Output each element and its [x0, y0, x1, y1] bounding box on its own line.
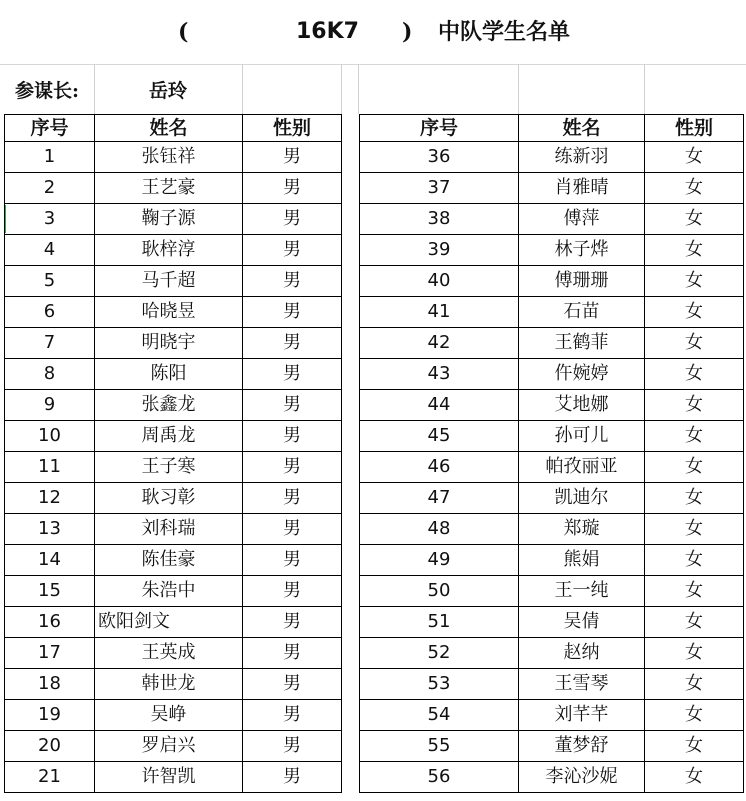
row-number: 46	[360, 452, 519, 483]
student-gender: 女	[645, 483, 744, 514]
table-row	[5, 297, 342, 328]
student-gender: 女	[645, 328, 744, 359]
table-row	[5, 576, 342, 607]
student-name: 凯迪尔	[519, 483, 645, 514]
student-gender: 女	[645, 266, 744, 297]
student-gender: 女	[645, 235, 744, 266]
table-row	[5, 545, 342, 576]
row-number: 49	[360, 545, 519, 576]
row-number: 48	[360, 514, 519, 545]
table-row	[5, 700, 342, 731]
row-number: 3	[5, 204, 95, 235]
student-name: 王雪琴	[519, 669, 645, 700]
student-gender: 女	[645, 421, 744, 452]
table-row	[360, 607, 744, 638]
row-number: 42	[360, 328, 519, 359]
table-row	[360, 297, 744, 328]
advisor-label: 参谋长:	[14, 80, 79, 102]
table-row	[360, 545, 744, 576]
table-row	[360, 328, 744, 359]
student-gender: 男	[243, 421, 342, 452]
student-gender: 女	[645, 638, 744, 669]
table-row	[5, 266, 342, 297]
row-number: 4	[5, 235, 95, 266]
table-row	[360, 421, 744, 452]
student-gender: 男	[243, 266, 342, 297]
table-row	[5, 328, 342, 359]
title-paren-close: )	[402, 19, 413, 45]
student-gender: 男	[243, 390, 342, 421]
table-row	[360, 762, 744, 793]
row-number: 36	[360, 142, 519, 173]
student-gender: 男	[243, 173, 342, 204]
row-number: 38	[360, 204, 519, 235]
student-name: 艾地娜	[519, 390, 645, 421]
student-gender: 男	[243, 762, 342, 793]
student-name: 刘芊芊	[519, 700, 645, 731]
row-number: 19	[5, 700, 95, 731]
row-number: 20	[5, 731, 95, 762]
row-number: 15	[5, 576, 95, 607]
table-row	[360, 204, 744, 235]
column-header: 序号	[360, 115, 519, 142]
table-row	[360, 483, 744, 514]
student-name: 王英成	[95, 638, 243, 669]
row-number: 5	[5, 266, 95, 297]
row-number: 9	[5, 390, 95, 421]
student-gender: 女	[645, 390, 744, 421]
student-name: 张鑫龙	[95, 390, 243, 421]
student-gender: 男	[243, 235, 342, 266]
row-number: 51	[360, 607, 519, 638]
student-gender: 男	[243, 607, 342, 638]
student-name: 罗启兴	[95, 731, 243, 762]
student-gender: 男	[243, 638, 342, 669]
student-gender: 男	[243, 731, 342, 762]
table-row	[5, 669, 342, 700]
table-row	[5, 390, 342, 421]
student-gender: 男	[243, 204, 342, 235]
student-gender: 女	[645, 762, 744, 793]
table-row	[360, 700, 744, 731]
title-suffix: 中队学生名单	[438, 19, 571, 45]
header-row	[5, 115, 342, 142]
student-gender: 男	[243, 545, 342, 576]
student-name: 耿梓淳	[95, 235, 243, 266]
title-class-name: 16K7	[296, 19, 359, 44]
table-row	[360, 576, 744, 607]
table-row	[5, 452, 342, 483]
advisor-name: 岳玲	[148, 80, 187, 102]
row-number: 2	[5, 173, 95, 204]
student-name: 熊娟	[519, 545, 645, 576]
row-number: 17	[5, 638, 95, 669]
column-header: 姓名	[519, 115, 645, 142]
table-row	[360, 266, 744, 297]
student-name: 王子寒	[95, 452, 243, 483]
row-number: 18	[5, 669, 95, 700]
student-gender: 女	[645, 452, 744, 483]
table-row	[360, 452, 744, 483]
student-gender: 男	[243, 142, 342, 173]
student-gender: 男	[243, 483, 342, 514]
student-gender: 女	[645, 700, 744, 731]
table-row	[360, 514, 744, 545]
row-number: 7	[5, 328, 95, 359]
table-row	[360, 142, 744, 173]
student-gender: 男	[243, 700, 342, 731]
table-row	[5, 235, 342, 266]
table-row	[360, 638, 744, 669]
student-gender: 女	[645, 173, 744, 204]
student-gender: 男	[243, 297, 342, 328]
row-number: 43	[360, 359, 519, 390]
column-header: 性别	[243, 115, 342, 142]
student-name: 耿习彰	[95, 483, 243, 514]
row-number: 45	[360, 421, 519, 452]
student-name: 马千超	[95, 266, 243, 297]
header-row	[360, 115, 744, 142]
student-gender: 女	[645, 359, 744, 390]
student-gender: 女	[645, 731, 744, 762]
student-name: 吴峥	[95, 700, 243, 731]
roster-title	[0, 0, 746, 65]
row-number: 14	[5, 545, 95, 576]
student-gender: 男	[243, 669, 342, 700]
row-number: 52	[360, 638, 519, 669]
student-gender: 男	[243, 576, 342, 607]
title-paren-open: (	[178, 19, 189, 45]
row-number: 40	[360, 266, 519, 297]
table-row	[5, 204, 342, 235]
student-name: 刘科瑞	[95, 514, 243, 545]
column-header: 姓名	[95, 115, 243, 142]
row-number: 11	[5, 452, 95, 483]
column-header: 性别	[645, 115, 744, 142]
row-number: 13	[5, 514, 95, 545]
table-row	[5, 638, 342, 669]
table-row	[5, 731, 342, 762]
student-name: 石苗	[519, 297, 645, 328]
table-row	[360, 669, 744, 700]
student-name: 仵婉婷	[519, 359, 645, 390]
student-gender: 女	[645, 514, 744, 545]
student-gender: 女	[645, 204, 744, 235]
row-number: 56	[360, 762, 519, 793]
student-gender: 男	[243, 452, 342, 483]
student-gender: 女	[645, 142, 744, 173]
table-row	[5, 359, 342, 390]
row-number: 47	[360, 483, 519, 514]
table-row	[5, 514, 342, 545]
student-gender: 男	[243, 514, 342, 545]
student-name: 王一纯	[519, 576, 645, 607]
student-name: 练新羽	[519, 142, 645, 173]
student-name: 韩世龙	[95, 669, 243, 700]
row-number: 8	[5, 359, 95, 390]
student-name: 林子烨	[519, 235, 645, 266]
row-number: 10	[5, 421, 95, 452]
student-name: 张钰祥	[95, 142, 243, 173]
table-row	[360, 235, 744, 266]
row-number: 55	[360, 731, 519, 762]
column-header: 序号	[5, 115, 95, 142]
student-name: 周禹龙	[95, 421, 243, 452]
student-gender: 女	[645, 669, 744, 700]
student-name: 李沁沙妮	[519, 762, 645, 793]
student-gender: 女	[645, 545, 744, 576]
table-row	[5, 142, 342, 173]
student-gender: 女	[645, 607, 744, 638]
table-row	[360, 390, 744, 421]
student-name: 傅珊珊	[519, 266, 645, 297]
student-name: 鞠子源	[95, 204, 243, 235]
left-roster-table	[4, 114, 342, 793]
row-number: 12	[5, 483, 95, 514]
row-number: 53	[360, 669, 519, 700]
table-row	[5, 607, 342, 638]
student-name: 许智凯	[95, 762, 243, 793]
row-number: 54	[360, 700, 519, 731]
student-name: 董梦舒	[519, 731, 645, 762]
student-name: 孙可儿	[519, 421, 645, 452]
row-number: 21	[5, 762, 95, 793]
student-name: 王鹤菲	[519, 328, 645, 359]
row-number: 37	[360, 173, 519, 204]
row-number: 16	[5, 607, 95, 638]
student-name: 陈佳豪	[95, 545, 243, 576]
student-gender: 女	[645, 297, 744, 328]
student-name: 赵纳	[519, 638, 645, 669]
table-row	[360, 359, 744, 390]
student-name: 明晓宇	[95, 328, 243, 359]
table-row	[5, 762, 342, 793]
student-gender: 男	[243, 359, 342, 390]
student-name: 吴倩	[519, 607, 645, 638]
row-number: 44	[360, 390, 519, 421]
table-row	[5, 421, 342, 452]
student-name: 王艺豪	[95, 173, 243, 204]
right-roster-table	[359, 114, 744, 793]
row-number: 6	[5, 297, 95, 328]
student-name: 欧阳剑文	[95, 607, 243, 638]
student-gender: 男	[243, 328, 342, 359]
student-name: 傅萍	[519, 204, 645, 235]
row-number: 1	[5, 142, 95, 173]
row-number: 41	[360, 297, 519, 328]
student-gender: 女	[645, 576, 744, 607]
table-row	[360, 173, 744, 204]
row-number: 39	[360, 235, 519, 266]
student-name: 郑璇	[519, 514, 645, 545]
student-name: 陈阳	[95, 359, 243, 390]
table-row	[5, 483, 342, 514]
student-name: 肖雅晴	[519, 173, 645, 204]
student-name: 朱浩中	[95, 576, 243, 607]
student-name: 帕孜丽亚	[519, 452, 645, 483]
table-row	[5, 173, 342, 204]
student-name: 哈晓昱	[95, 297, 243, 328]
table-row	[360, 731, 744, 762]
row-number: 50	[360, 576, 519, 607]
